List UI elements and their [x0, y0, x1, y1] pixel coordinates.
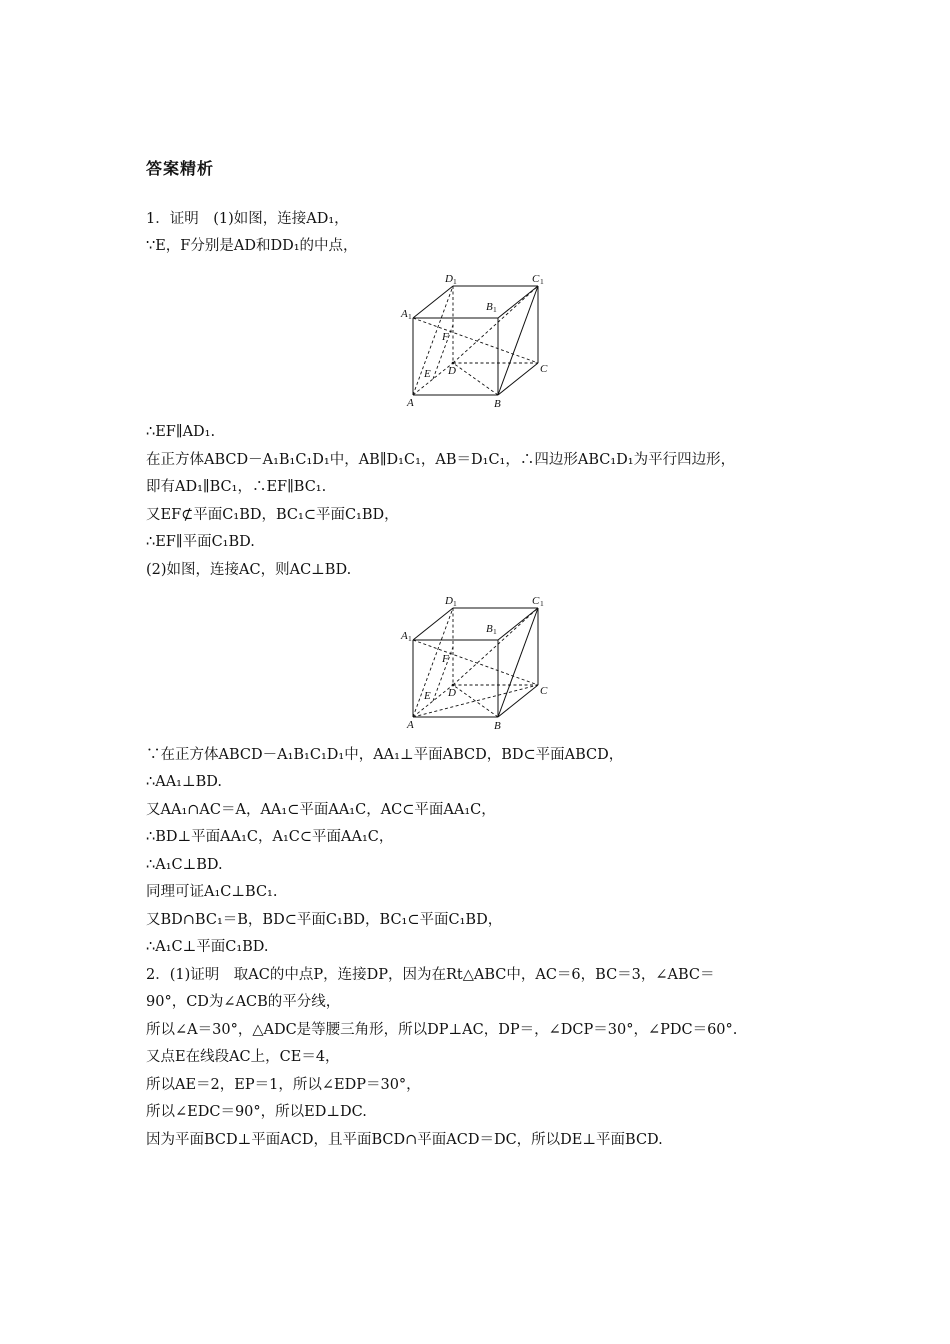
section-title: 答案精析 [146, 159, 215, 178]
text-line: 即有AD₁∥BC₁，∴EF∥BC₁. [146, 479, 327, 495]
svg-text:1: 1 [540, 599, 544, 608]
text-line: 90°，CD为∠ACB的平分线， [146, 994, 341, 1010]
svg-text:1: 1 [493, 627, 497, 636]
svg-text:1: 1 [408, 312, 412, 321]
label-B: B [494, 720, 501, 732]
text-line: 又EF⊄平面C₁BD，BC₁⊂平面C₁BD， [146, 507, 399, 523]
label-E: E [424, 368, 431, 380]
label-A: A [407, 397, 414, 409]
label-A: A [407, 719, 414, 731]
label-D1: D [445, 273, 453, 285]
text-line: (2)如图，连接AC，则AC⊥BD. [146, 562, 352, 578]
label-C: C [540, 685, 548, 697]
label-D: D [448, 365, 456, 377]
svg-text:1: 1 [540, 277, 544, 286]
text-line: ∴A₁C⊥BD. [146, 857, 223, 873]
label-A1: A [401, 630, 408, 642]
label-F: F [442, 331, 449, 343]
text-line: 所以AE＝2，EP＝1，所以∠EDP＝30°， [146, 1077, 421, 1093]
label-E: E [424, 690, 431, 702]
text-line: ∵E，F分别是AD和DD₁的中点， [146, 238, 358, 254]
text-line: ∴EF∥平面C₁BD. [146, 534, 255, 550]
text-line: 在正方体ABCD－A₁B₁C₁D₁中，AB∥D₁C₁，AB＝D₁C₁，∴四边形ABC₁D₁为平行四边形， [146, 452, 736, 468]
cube-figure-2 [398, 592, 558, 734]
svg-text:1: 1 [453, 599, 457, 608]
text-line: 又点E在线段AC上，CE＝4， [146, 1049, 340, 1065]
text-line: 所以∠EDC＝90°，所以ED⊥DC. [146, 1104, 367, 1120]
label-A1: A [401, 308, 408, 320]
text-line: 所以∠A＝30°，△ADC是等腰三角形，所以DP⊥AC，DP＝，∠DCP＝30°，∠PDC＝60°. [146, 1022, 738, 1038]
label-F: F [442, 653, 449, 665]
svg-text:1: 1 [453, 277, 457, 286]
text-line: ∴EF∥AD₁. [146, 424, 216, 440]
text-line: ∴A₁C⊥平面C₁BD. [146, 939, 269, 955]
svg-text:1: 1 [493, 305, 497, 314]
text-line: 又BD∩BC₁＝B，BD⊂平面C₁BD，BC₁⊂平面C₁BD， [146, 912, 503, 928]
label-B: B [494, 398, 501, 410]
text-line: 2．(1)证明 取AC的中点P，连接DP，因为在Rt△ABC中，AC＝6，BC＝3，∠ABC＝ [146, 967, 715, 983]
text-line: ∴AA₁⊥BD. [146, 774, 222, 790]
label-C1: C [532, 273, 540, 285]
text-line: ∵在正方体ABCD－A₁B₁C₁D₁中，AA₁⊥平面ABCD，BD⊂平面ABCD， [146, 747, 624, 763]
text-line: ∴BD⊥平面AA₁C，A₁C⊂平面AA₁C， [146, 829, 394, 845]
label-D1: D [445, 595, 453, 607]
cube-figure-1 [398, 270, 558, 412]
label-C1: C [532, 595, 540, 607]
label-C: C [540, 363, 548, 375]
svg-text:1: 1 [408, 634, 412, 643]
label-D: D [448, 687, 456, 699]
text-line: 同理可证A₁C⊥BC₁. [146, 884, 278, 900]
text-line: 因为平面BCD⊥平面ACD，且平面BCD∩平面ACD＝DC，所以DE⊥平面BCD. [146, 1132, 663, 1148]
label-B1: B [486, 623, 493, 635]
text-line: 1．证明 (1)如图，连接AD₁， [146, 211, 349, 227]
text-line: 又AA₁∩AC＝A，AA₁⊂平面AA₁C，AC⊂平面AA₁C， [146, 802, 496, 818]
label-B1: B [486, 301, 493, 313]
